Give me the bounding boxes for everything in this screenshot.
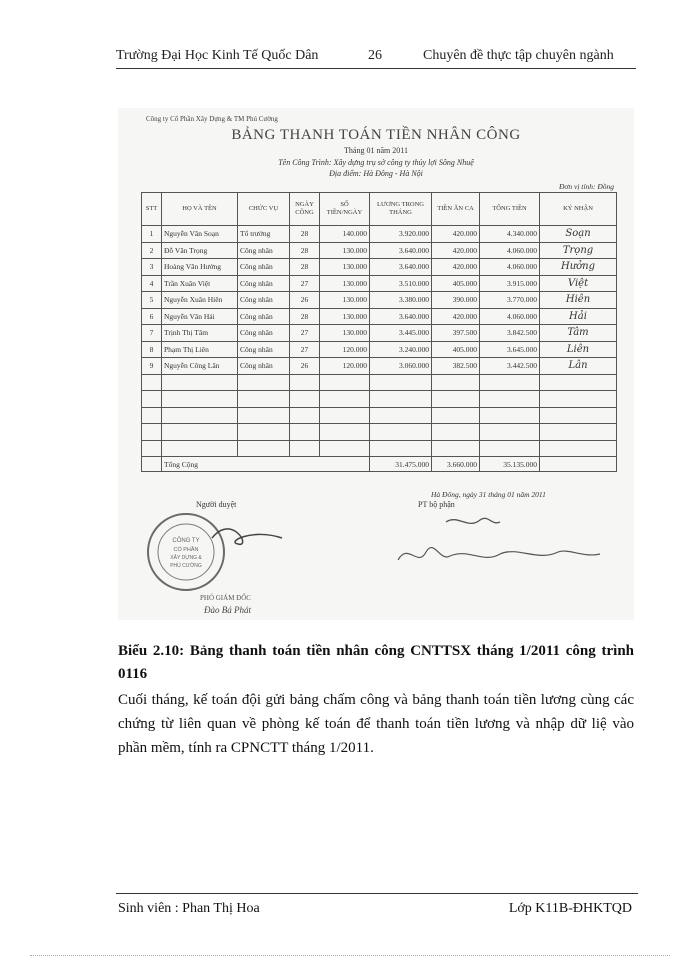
- cell-name: Nguyễn Xuân Hiên: [162, 292, 238, 309]
- cell-signature: Trọng: [540, 242, 617, 259]
- column-header: SỐ TIỀN/NGÀY: [320, 193, 370, 226]
- cell-signature: Hiên: [540, 292, 617, 309]
- column-header: CHỨC VỤ: [238, 193, 290, 226]
- table-row: [142, 226, 617, 243]
- total-label: Tổng Cộng: [162, 457, 370, 472]
- table-row: [142, 242, 617, 259]
- cell-name: Hoàng Văn Hưởng: [162, 259, 238, 276]
- cell-days: 27: [290, 325, 320, 342]
- page-edge-divider: [30, 955, 670, 956]
- cell-stt: 7: [142, 325, 162, 342]
- cell-days: 28: [290, 226, 320, 243]
- sheet-location: Địa điểm: Hà Đông - Hà Nội: [329, 169, 423, 178]
- cell-days: 26: [290, 292, 320, 309]
- empty-row: [142, 407, 617, 424]
- column-header: STT: [142, 193, 162, 226]
- cell-meal: 420.000: [432, 242, 480, 259]
- empty-row: [142, 424, 617, 441]
- deputy-title: PHÓ GIÁM ĐỐC: [200, 594, 251, 602]
- footer-student: Sinh viên : Phan Thị Hoa: [118, 901, 260, 916]
- cell-total: 3.770.000: [480, 292, 540, 309]
- empty-row: [142, 374, 617, 391]
- signing-date: Hà Đông, ngày 31 tháng 01 năm 2011: [431, 490, 546, 499]
- cell-name: Nguyễn Văn Hải: [162, 308, 238, 325]
- cell-meal: 420.000: [432, 259, 480, 276]
- column-header: KÝ NHẬN: [540, 193, 617, 226]
- cell-total: 3.442.500: [480, 358, 540, 375]
- cell-days: 28: [290, 242, 320, 259]
- cell-stt: 3: [142, 259, 162, 276]
- cell-rate: 120.000: [320, 358, 370, 375]
- cell-salary: 3.240.000: [370, 341, 432, 358]
- cell-role: Công nhân: [238, 275, 290, 292]
- cell-days: 27: [290, 341, 320, 358]
- column-header: TIỀN ĂN CA: [432, 193, 480, 226]
- cell-total: 3.645.000: [480, 341, 540, 358]
- cell-days: 27: [290, 275, 320, 292]
- svg-text:XÂY DỰNG &: XÂY DỰNG &: [170, 555, 202, 561]
- table-row: [142, 358, 617, 375]
- total-amount: 35.135.000: [480, 457, 540, 472]
- cell-total: 4.060.000: [480, 308, 540, 325]
- empty-row: [142, 391, 617, 408]
- cell-stt: 9: [142, 358, 162, 375]
- cell-stt: 2: [142, 242, 162, 259]
- cell-role: Công nhân: [238, 308, 290, 325]
- table-row: [142, 341, 617, 358]
- cell-role: Công nhân: [238, 259, 290, 276]
- cell-meal: 405.000: [432, 275, 480, 292]
- svg-text:CÔNG TY: CÔNG TY: [172, 538, 200, 544]
- cell-salary: 3.640.000: [370, 308, 432, 325]
- cell-total: 4.060.000: [480, 242, 540, 259]
- svg-text:PHÚ CƯỜNG: PHÚ CƯỜNG: [170, 563, 202, 569]
- cell-total: 3.915.000: [480, 275, 540, 292]
- cell-meal: 420.000: [432, 226, 480, 243]
- cell-rate: 130.000: [320, 275, 370, 292]
- cell-days: 26: [290, 358, 320, 375]
- cell-signature: Soạn: [540, 226, 617, 243]
- cell-days: 28: [290, 259, 320, 276]
- cell-stt: 4: [142, 275, 162, 292]
- company-stamp: [142, 508, 292, 598]
- cell-signature: Hưởng: [540, 259, 617, 276]
- cell-rate: 130.000: [320, 325, 370, 342]
- cell-name: Trịnh Thị Tâm: [162, 325, 238, 342]
- cell-role: Công nhân: [238, 358, 290, 375]
- cell-signature: Lân: [540, 358, 617, 375]
- deputy-name: Đào Bá Phát: [204, 605, 251, 615]
- cell-meal: 405.000: [432, 341, 480, 358]
- cell-rate: 130.000: [320, 259, 370, 276]
- page-footer: [116, 893, 638, 922]
- cell-stt: 1: [142, 226, 162, 243]
- column-header: LƯƠNG TRONG THÁNG: [370, 193, 432, 226]
- sheet-project: Tên Công Trình: Xây dựng trụ sở công ty thủy lợi Sông Nhuệ: [278, 158, 474, 167]
- cell-name: Nguyễn Văn Soạn: [162, 226, 238, 243]
- total-meal: 3.660.000: [432, 457, 480, 472]
- payroll-table: [141, 192, 617, 472]
- cell-signature: Liên: [540, 341, 617, 358]
- total-salary: 31.475.000: [370, 457, 432, 472]
- cell-role: Công nhân: [238, 341, 290, 358]
- table-row: [142, 275, 617, 292]
- cell-salary: 3.640.000: [370, 242, 432, 259]
- cell-name: Phạm Thị Liên: [162, 341, 238, 358]
- empty-row: [142, 440, 617, 457]
- cell-salary: 3.445.000: [370, 325, 432, 342]
- svg-text:CỔ PHẦN: CỔ PHẦN: [173, 547, 199, 553]
- page-header: [116, 46, 636, 69]
- cell-signature: Tâm: [540, 325, 617, 342]
- cell-rate: 130.000: [320, 308, 370, 325]
- cell-role: Tổ trưởng: [238, 226, 290, 243]
- total-row: [142, 457, 617, 472]
- cell-role: Công nhân: [238, 325, 290, 342]
- cell-role: Công nhân: [238, 242, 290, 259]
- cell-salary: 3.920.000: [370, 226, 432, 243]
- cell-stt: 6: [142, 308, 162, 325]
- company-name: Công ty Cổ Phần Xây Dựng & TM Phú Cường: [146, 115, 278, 123]
- cell-stt: 8: [142, 341, 162, 358]
- dept-label: PT bộ phận: [418, 500, 455, 509]
- cell-rate: 130.000: [320, 292, 370, 309]
- table-row: [142, 292, 617, 309]
- column-header: NGÀY CÔNG: [290, 193, 320, 226]
- column-header: TỔNG TIỀN: [480, 193, 540, 226]
- cell-meal: 420.000: [432, 308, 480, 325]
- cell-rate: 120.000: [320, 341, 370, 358]
- cell-total: 3.842.500: [480, 325, 540, 342]
- cell-salary: 3.060.000: [370, 358, 432, 375]
- cell-name: Đỗ Văn Trọng: [162, 242, 238, 259]
- sheet-month: Tháng 01 năm 2011: [344, 146, 408, 155]
- cell-salary: 3.380.000: [370, 292, 432, 309]
- cell-rate: 130.000: [320, 242, 370, 259]
- cell-signature: Việt: [540, 275, 617, 292]
- currency-unit: Đơn vị tính: Đồng: [558, 182, 614, 191]
- approver-label: Người duyệt: [196, 500, 237, 509]
- cell-total: 4.340.000: [480, 226, 540, 243]
- header-page-number: 26: [368, 48, 382, 63]
- figure-caption: Biểu 2.10: Bảng thanh toán tiền nhân công CNTTSX tháng 1/2011 công trình 0116: [118, 643, 634, 682]
- body-paragraph: Cuối tháng, kế toán đội gửi bảng chấm công và bảng thanh toán tiền lương cùng các chứng từ liên quan về phòng kế toán để thanh toán tiền lương và nhập dữ liệ vào phần mềm, tính ra CPNCTT tháng 1/2011.: [118, 692, 634, 756]
- cell-salary: 3.640.000: [370, 259, 432, 276]
- footer-class: Lớp K11B-ĐHKTQD: [508, 901, 632, 916]
- cell-meal: 397.500: [432, 325, 480, 342]
- table-header-row: [142, 193, 617, 226]
- signature-scribble: [388, 512, 608, 572]
- cell-signature: Hải: [540, 308, 617, 325]
- cell-total: 4.060.000: [480, 259, 540, 276]
- cell-meal: 382.500: [432, 358, 480, 375]
- scanned-payroll-sheet: [118, 108, 634, 620]
- sheet-title: BẢNG THANH TOÁN TIỀN NHÂN CÔNG: [231, 127, 521, 143]
- header-topic: Chuyên đề thực tập chuyên ngành: [423, 48, 614, 63]
- cell-name: Trần Xuân Việt: [162, 275, 238, 292]
- cell-name: Nguyễn Công Lân: [162, 358, 238, 375]
- cell-stt: 5: [142, 292, 162, 309]
- table-row: [142, 259, 617, 276]
- cell-meal: 390.000: [432, 292, 480, 309]
- table-row: [142, 308, 617, 325]
- cell-salary: 3.510.000: [370, 275, 432, 292]
- cell-days: 28: [290, 308, 320, 325]
- column-header: HỌ VÀ TÊN: [162, 193, 238, 226]
- cell-rate: 140.000: [320, 226, 370, 243]
- header-school: Trường Đại Học Kinh Tế Quốc Dân: [116, 48, 319, 63]
- table-row: [142, 325, 617, 342]
- cell-role: Công nhân: [238, 292, 290, 309]
